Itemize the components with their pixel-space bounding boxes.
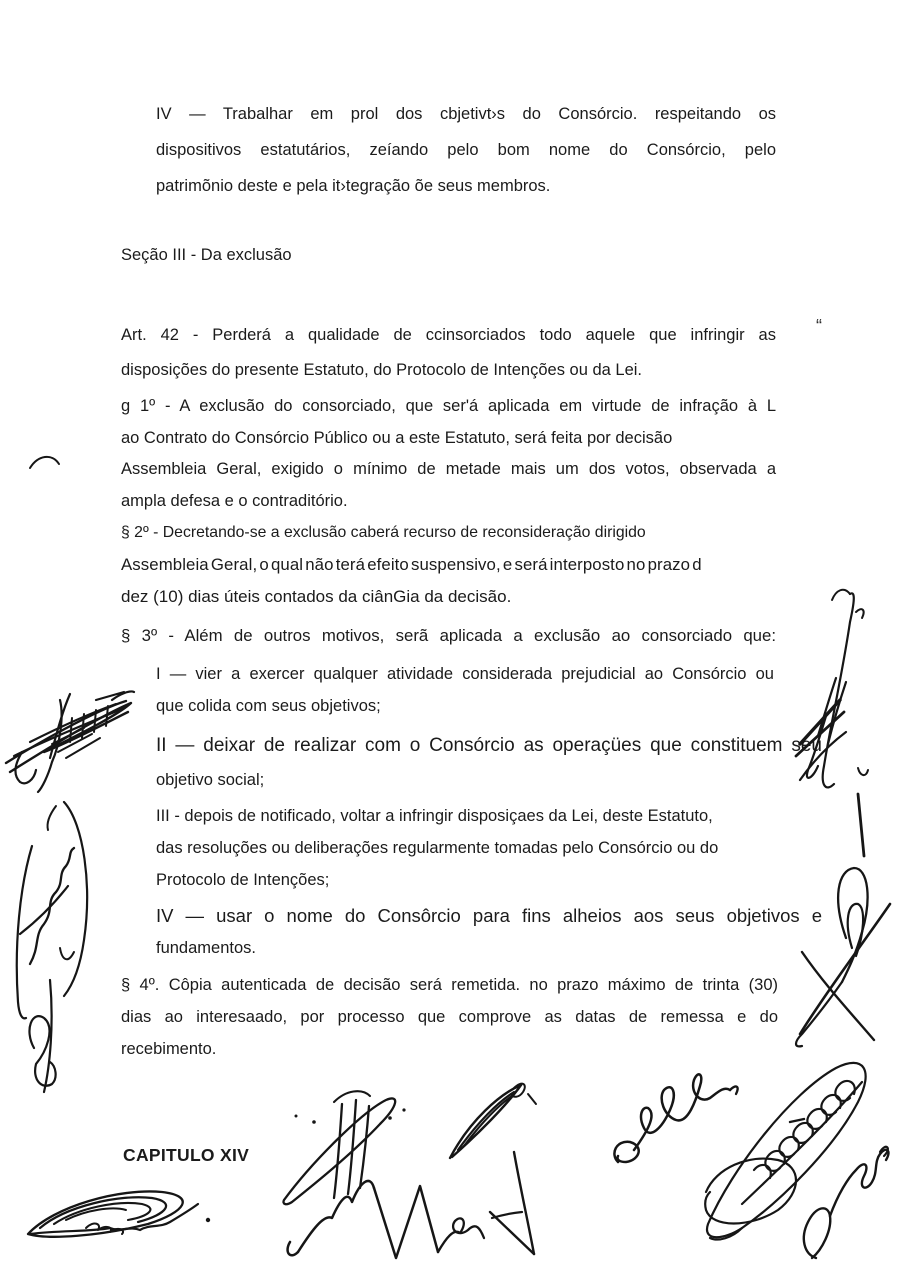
- text-line: Assembleia Geral, o qual não terá efeito suspensivo, e será interposto no prazo d: [121, 555, 702, 574]
- text-line: ampla defesa e o contraditório.: [121, 491, 348, 510]
- handwritten-signature-right-tall: [796, 590, 868, 856]
- text-line: que colida com seus objetivos;: [156, 697, 381, 715]
- text-line: I — vier a exercer qualquer atividade considerada prejudicial ao Consórcio ou: [156, 665, 774, 683]
- handwritten-signature-bottom-right-small: [614, 1074, 737, 1162]
- paragraph-art-42: [121, 318, 776, 388]
- text-line: fundamentos.: [156, 939, 256, 957]
- text-line: ao Contrato do Consórcio Público ou a este Estatuto, será feita por decisão: [121, 428, 673, 447]
- text-line: Assembleia Geral, exigido o mínimo de metade mais um dos votos, observada a: [121, 460, 776, 478]
- text-line: IV — Trabalhar em prol dos cbjetivt›s do Consórcio. respeitando os: [156, 105, 776, 123]
- paragraph-1: [121, 391, 776, 517]
- handwritten-signature-left-tall: [17, 802, 87, 1092]
- list-item-i: [156, 658, 774, 722]
- list-item-iii: [156, 800, 778, 896]
- handwritten-stroke-triangle: [490, 1152, 534, 1254]
- text-line: g 1º - A exclusão do consorciado, que ser'á aplicada em virtude de infração à L: [121, 397, 776, 415]
- text-line: dez (10) dias úteis contados da ciânGia da decisão.: [121, 587, 512, 606]
- text-line: dias ao interesaado, por processo que comprove as datas de remessa e do: [121, 1008, 778, 1026]
- handwritten-scrawl-left: [6, 691, 134, 792]
- handwritten-signature-pen-nib: [450, 1084, 536, 1158]
- text-line: disposições do presente Estatuto, do Protocolo de Intenções ou da Lei.: [121, 361, 643, 379]
- text-line: recebimento.: [121, 1040, 217, 1058]
- stray-quote-mark: “: [816, 316, 822, 336]
- text-line: Art. 42 - Perderá a qualidade de ccinsorciados todo aquele que infringir as: [121, 326, 776, 344]
- section-heading: Seção III - Da exclusão: [121, 246, 292, 264]
- paragraph-3: § 3º - Além de outros motivos, serã aplicada a exclusão ao consorciado que:: [121, 626, 776, 645]
- text-line: § 2º - Decretando-se a exclusão caberá recurso de reconsideração dirigido: [121, 524, 646, 541]
- handwritten-signature-bottom-middle-wavy: [288, 1181, 484, 1258]
- handwritten-curve-mark: [30, 457, 59, 468]
- chapter-heading: CAPITULO XIV: [123, 1145, 250, 1165]
- paragraph-4: [121, 969, 778, 1065]
- list-item-ii: [156, 729, 822, 797]
- text-line: § 4º. Côpia autenticada de decisão será remetida. no prazo máximo de trinta (30): [121, 976, 778, 994]
- text-line: Protocolo de Intenções;: [156, 871, 330, 889]
- text-line: IV — usar o nome do Consôrcio para fins alheios aos seus objetivos e: [156, 905, 822, 926]
- handwritten-signature-bottom-right-loops: [705, 1063, 865, 1240]
- list-item-iv: [156, 899, 822, 965]
- paragraph-2: [121, 517, 776, 613]
- text-line: III - depois de notificado, voltar a infringir disposiçaes da Lei, deste Estatuto,: [156, 807, 713, 825]
- text-line: dispositivos estatutários, zeíando pelo bom nome do Consórcio, pelo: [156, 141, 776, 159]
- handwritten-signature-bottom-middle-loop: [283, 1091, 405, 1204]
- handwritten-signature-bottom-left-ellipses: [28, 1191, 210, 1236]
- text-line: das resoluções ou deliberações regularmente tomadas pelo Consórcio ou do: [156, 839, 719, 857]
- paragraph-item-iv-top: [156, 96, 776, 204]
- handwritten-signature-bottom-right-cursive: [804, 1147, 889, 1258]
- text-line: patrimõnio deste e pela it›tegração õe seus membros.: [156, 177, 551, 195]
- text-line: II — deixar de realizar com o Consórcio as operaçües que constituem seu: [156, 735, 822, 756]
- text-line: objetivo social;: [156, 771, 265, 789]
